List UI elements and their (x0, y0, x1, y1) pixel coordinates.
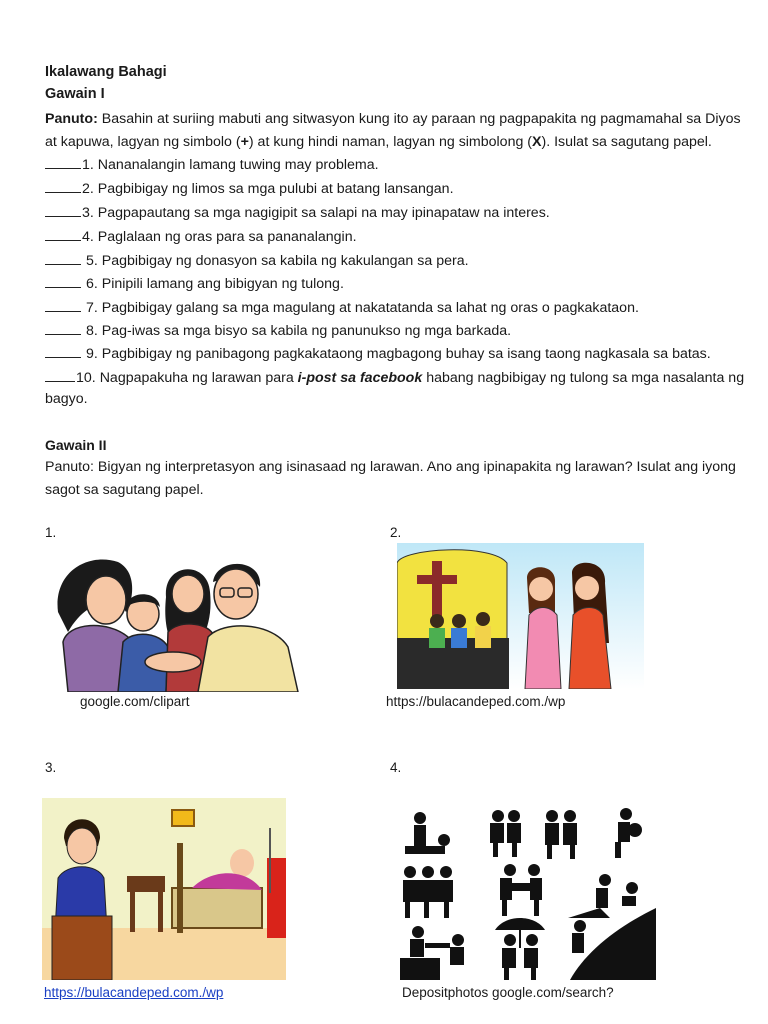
answer-blank[interactable] (45, 275, 81, 288)
list-item (45, 299, 639, 316)
list-item (45, 204, 550, 221)
picture-prayer-sickbed (42, 798, 286, 980)
picture-number-2: 2. (390, 525, 402, 540)
item-number: 4. (82, 229, 94, 245)
list-item (45, 345, 711, 362)
item-text-a: Nagpapakuha ng larawan para (99, 370, 298, 386)
item-text: Pagbibigay ng donasyon sa kabila ng kakulangan sa pera. (101, 253, 469, 269)
item-number: 9. (85, 346, 98, 362)
item-number: 7. (85, 300, 98, 316)
item-number: 2. (82, 181, 94, 197)
part-title: Ikalawang Bahagi (45, 64, 167, 80)
item-number: 8. (85, 323, 98, 339)
list-item (45, 180, 454, 197)
item-text: Pinipili lamang ang bibigyan ng tulong. (101, 276, 344, 292)
list-item (45, 322, 511, 339)
answer-blank[interactable] (45, 180, 81, 193)
item10-continuation: bagyo. (45, 391, 88, 407)
picture-number-4: 4. (390, 760, 402, 775)
item-text-b: habang nagbibigay ng tulong sa mga nasalanta ng (422, 370, 745, 386)
picture-number-1: 1. (45, 525, 57, 540)
item-text: Pagbibigay galang sa mga magulang at nakatatanda sa lahat ng oras o pagkakataon. (101, 300, 639, 316)
answer-blank[interactable] (45, 299, 81, 312)
picture-caption-4: Depositphotos google.com/search? (402, 985, 614, 1000)
item-text: Pagbibigay ng panibagong pagkakataong magbagong buhay sa isang taong nagkasala sa batas. (101, 346, 711, 362)
picture-number-3: 3. (45, 760, 57, 775)
panuto-text: Basahin at suriing mabuti ang sitwasyon kung ito ay paraan ng pagpapakita ng pagmamahal sa Diyos (101, 111, 741, 127)
item-text: Pagbibigay ng limos sa mga pulubi at batang lansangan. (97, 181, 454, 197)
picture-caption-2: https://bulacandeped.com./wp (386, 694, 566, 709)
item-number: 6. (85, 276, 98, 292)
item-text-italic: i-post sa facebook (297, 370, 423, 386)
picture-caption-1: google.com/clipart (80, 694, 190, 709)
gawain1-instructions-line1 (45, 108, 741, 131)
list-item (45, 228, 357, 245)
panuto-text-c: ). Isulat sa sagutang papel. (541, 134, 712, 150)
item-text: Pag-iwas sa mga bisyo sa kabila ng panunukso ng mga barkada. (101, 323, 512, 339)
list-item (45, 369, 744, 386)
list-item (45, 252, 469, 269)
answer-blank[interactable] (45, 252, 81, 265)
answer-blank[interactable] (45, 156, 81, 169)
x-symbol: X (532, 134, 542, 150)
answer-blank[interactable] (45, 369, 75, 382)
item-text: Pagpapautang sa mga nagigipit sa salapi na may ipinapataw na interes. (97, 205, 550, 221)
picture-family-praying (48, 552, 300, 692)
panuto-label: Panuto: (45, 111, 98, 127)
panuto-text-a: at kapuwa, lagyan ng simbolo ( (45, 134, 241, 150)
item-text: Nananalangin lamang tuwing may problema. (97, 157, 379, 173)
gawain1-title: Gawain I (45, 86, 105, 102)
gawain2-title: Gawain II (45, 437, 107, 453)
item-number: 3. (82, 205, 94, 221)
picture-caption-3-link[interactable]: https://bulacandeped.com./wp (44, 985, 224, 1000)
gawain2-instructions-line2: sagot sa sagutang papel. (45, 482, 204, 498)
gawain2-instructions-line1: Panuto: Bigyan ng interpretasyon ang isinasaad ng larawan. Ano ang ipinapakita ng larawan? Isulat ang iyong (45, 459, 736, 475)
answer-blank[interactable] (45, 322, 81, 335)
item-number: 1. (82, 157, 94, 173)
plus-symbol: + (240, 134, 249, 150)
list-item (45, 156, 379, 173)
gawain1-instructions-line2 (45, 131, 712, 154)
answer-blank[interactable] (45, 345, 81, 358)
item-text: Paglalaan ng oras para sa pananalangin. (97, 229, 357, 245)
list-item (45, 275, 344, 292)
item-number: 10. (76, 370, 96, 386)
answer-blank[interactable] (45, 204, 81, 217)
picture-helping-silhouettes (400, 808, 656, 980)
item-number: 5. (85, 253, 98, 269)
picture-church-children (397, 543, 644, 689)
answer-blank[interactable] (45, 228, 81, 241)
panuto-text-b: ) at kung hindi naman, lagyan ng simbolong ( (248, 134, 533, 150)
